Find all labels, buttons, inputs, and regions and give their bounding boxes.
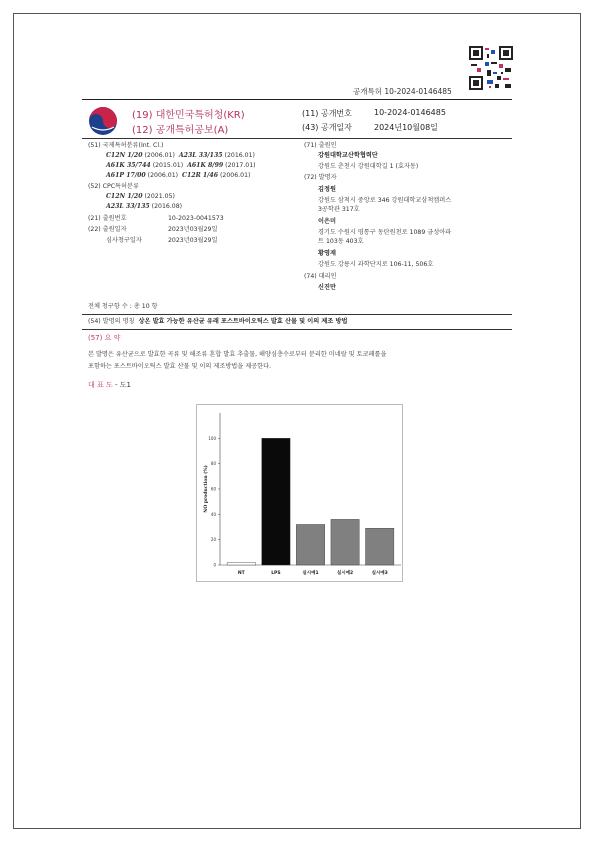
app-no-label: (21) 출원번호 <box>88 215 127 222</box>
title-rule-top <box>82 314 512 315</box>
app-no-value: 10-2023-0041573 <box>168 215 224 222</box>
abstract-line-1: 본 발명은 유산균으로 발효한 곡류 및 해조류 혼합 발효 추출물, 해양심층수로부터 분리한 미네랄 및 토코페롤을 <box>88 351 387 358</box>
bar-chart-svg <box>197 405 404 583</box>
representative-figure: 대 표 도 - 도1 <box>88 381 131 389</box>
y-tick-label: 20 <box>210 537 216 543</box>
header-rule-bottom <box>82 138 512 139</box>
x-tick-label: LPS <box>271 571 281 576</box>
header-rule-top <box>82 99 512 100</box>
app-date-label: (22) 출원일자 <box>88 226 127 233</box>
inventor-label: (72) 발명자 <box>304 174 337 181</box>
cpc-label: (52) CPC특허분류 <box>88 183 139 190</box>
x-tick-label: 실시예2 <box>337 571 354 576</box>
inventor-name-1: 김정원 <box>318 186 336 193</box>
inventor-name-2: 이은미 <box>318 218 336 225</box>
agent-label: (74) 대리인 <box>304 273 337 280</box>
gazette-title: (12) 공개특허공보(A) <box>132 125 229 136</box>
y-tick-label: 40 <box>210 511 216 517</box>
y-tick-label: 100 <box>208 435 216 441</box>
y-tick-label: 60 <box>210 486 216 492</box>
applicant-label: (71) 출원인 <box>304 142 337 149</box>
cpc-line-1: C12N 1/20 (2021.05) <box>106 193 175 200</box>
bar <box>331 519 359 565</box>
ipc-label: (51) 국제특허분류(Int. Cl.) <box>88 142 164 149</box>
app-date-value: 2023년03월29일 <box>168 226 218 233</box>
abstract-line-2: 포함하는 포스트바이오틱스 발효 산물 및 이의 제조방법을 제공한다. <box>88 363 272 370</box>
inventor-address-3a: 강원도 강릉시 과학단지로 106-11, 506호 <box>318 261 434 268</box>
abstract-heading: (57) 요 약 <box>88 334 121 342</box>
claims-count: 전체 청구항 수 : 총 10 항 <box>88 303 158 310</box>
pub-date-value: 2024년10월08일 <box>374 123 438 132</box>
y-tick-label: 0 <box>213 562 216 568</box>
inventor-address-2a: 경기도 수원시 영통구 동탄원천로 1089 금성아파 <box>318 229 452 236</box>
qr-code-icon <box>469 46 513 90</box>
x-tick-label: 실시예1 <box>302 571 319 576</box>
inventor-address-1b: 3공학관 317호 <box>318 206 360 213</box>
exam-date-label: 심사청구일자 <box>106 237 142 244</box>
x-tick-label: NT <box>237 571 245 576</box>
y-tick-label: 80 <box>210 461 216 467</box>
kipo-logo-icon <box>88 106 118 136</box>
applicant-address: 강원도 춘천시 강원대학길 1 (효자동) <box>318 163 419 170</box>
agent-name: 신진만 <box>318 284 336 291</box>
pub-no-value: 10-2024-0146485 <box>374 108 446 117</box>
bar-chart <box>196 404 403 582</box>
bar <box>262 438 290 565</box>
inventor-address-2b: 트 103동 403호 <box>318 238 364 245</box>
exam-date-value: 2023년03월29일 <box>168 237 218 244</box>
cpc-line-2: A23L 33/135 (2016.08) <box>106 203 183 210</box>
bar <box>366 528 394 565</box>
x-tick-label: 실시예3 <box>371 571 388 576</box>
title-rule-bottom <box>82 329 512 330</box>
pub-no-label: (11) 공개번호 <box>302 109 352 118</box>
header-pub-number: 공개특허 10-2024-0146485 <box>353 87 452 96</box>
bar <box>296 524 324 565</box>
office-title: (19) 대한민국특허청(KR) <box>132 110 245 121</box>
ipc-line-3: A61P 17/00 (2006.01) C12R 1/46 (2006.01) <box>106 172 251 179</box>
inventor-name-3: 황영재 <box>318 250 336 257</box>
applicant-name: 강원대학교산학협력단 <box>318 152 378 159</box>
inventor-address-1a: 강원도 삼척시 중앙로 346 강원대학교삼척캠퍼스 <box>318 197 452 204</box>
invention-title: (54) 발명의 명칭 상온 발효 가능한 유산균 유래 포스트바이오틱스 발효 산물 및 이의 제조 방법 <box>88 318 348 325</box>
bar <box>227 562 255 565</box>
ipc-line-2: A61K 35/744 (2015.01) A61K 8/99 (2017.01) <box>106 162 256 169</box>
y-axis-label: NO production (%) <box>204 465 209 513</box>
pub-date-label: (43) 공개일자 <box>302 123 352 132</box>
ipc-line-1: C12N 1/20 (2006.01) A23L 33/135 (2016.01) <box>106 152 255 159</box>
